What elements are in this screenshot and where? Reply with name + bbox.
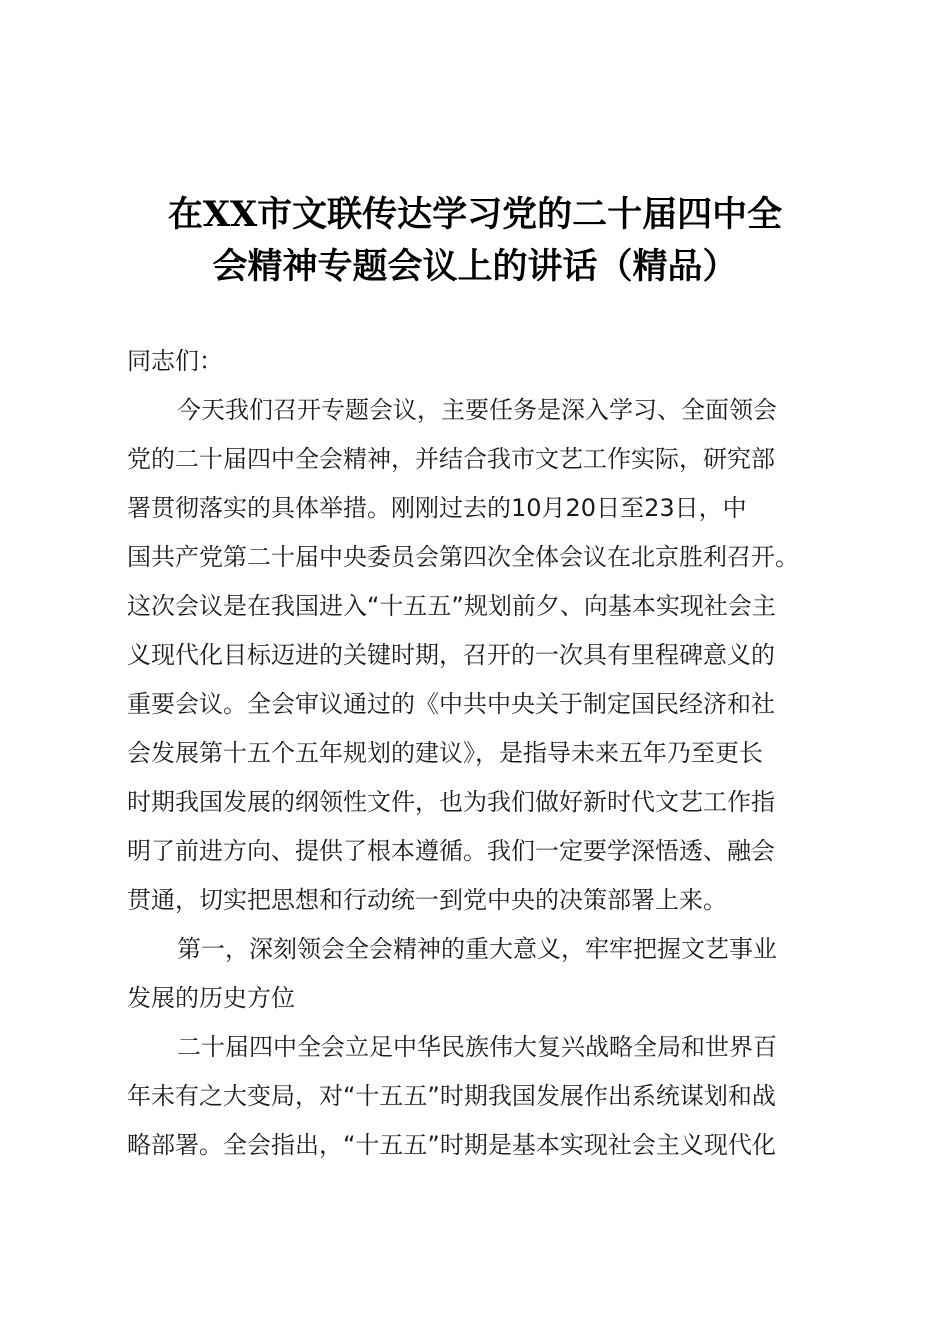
document-body xyxy=(127,337,827,1170)
paragraph-line: 年未有之大变局，对“十五五”时期我国发展作出系统谋划和战 xyxy=(127,1082,776,1110)
paragraph-line: 会发展第十五个五年规划的建议》，是指导未来五年乃至更长 xyxy=(127,739,763,767)
paragraph-line: 略部署。全会指出，“十五五”时期是基本实现社会主义现代化 xyxy=(127,1131,776,1159)
paragraph-line: 二十届四中全会立足中华民族伟大复兴战略全局和世界百 xyxy=(177,1033,777,1061)
paragraph-line: 这次会议是在我国进入“十五五”规划前夕、向基本实现社会主 xyxy=(127,592,776,620)
paragraph-line: 明了前进方向、提供了根本遵循。我们一定要学深悟透、融会 xyxy=(127,837,775,865)
document-title-line-1: 在XX市文联传达学习党的二十届四中全 xyxy=(167,194,783,235)
paragraph-line: 党的二十届四中全会精神，并结合我市文艺工作实际，研究部 xyxy=(127,445,775,473)
paragraph-line: 义现代化目标迈进的关键时期，召开的一次具有里程碑意义的 xyxy=(127,641,775,669)
document-title-line-2: 会精神专题会议上的讲话（精品） xyxy=(212,246,738,287)
salutation: 同志们： xyxy=(127,347,223,375)
paragraph-line: 国共产党第二十届中央委员会第四次全体会议在北京胜利召开。 xyxy=(127,543,799,571)
section-heading-line: 第一，深刻领会全会精神的重大意义，牢牢把握文艺事业 xyxy=(177,935,777,963)
paragraph-line: 时期我国发展的纲领性文件，也为我们做好新时代文艺工作指 xyxy=(127,788,775,816)
paragraph-line: 贯通，切实把思想和行动统一到党中央的决策部署上来。 xyxy=(127,886,727,914)
paragraph-line: 署贯彻落实的具体举措。刚刚过去的10月20日至23日，中 xyxy=(127,494,747,522)
paragraph-line: 重要会议。全会审议通过的《中共中央关于制定国民经济和社 xyxy=(127,690,775,718)
section-heading-line: 发展的历史方位 xyxy=(127,984,295,1012)
paragraph-line: 今天我们召开专题会议，主要任务是深入学习、全面领会 xyxy=(177,396,777,424)
